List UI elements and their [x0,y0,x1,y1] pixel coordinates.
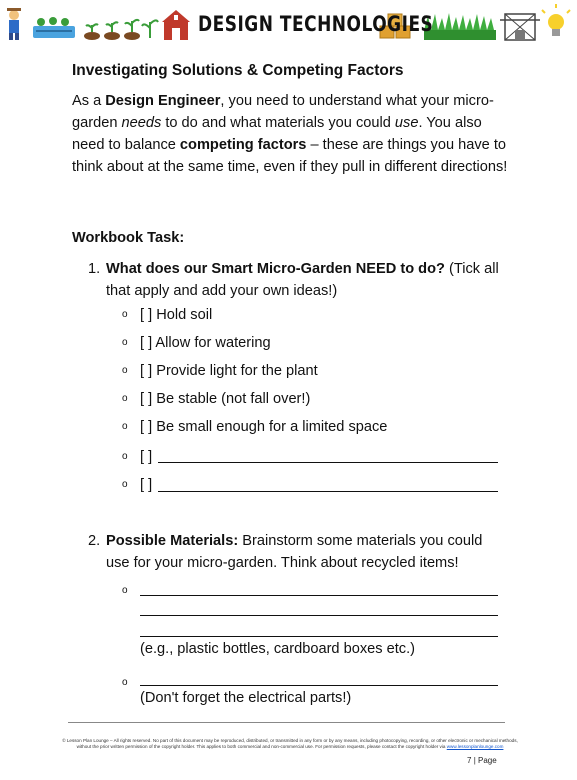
sprouts-icon [84,20,158,40]
question-1 [88,258,508,302]
bullet-icon: o [122,365,128,376]
intro-text-1: As a [72,93,106,109]
banner-title: DESIGN TECHNOLOGIES [198,12,434,37]
intro-text-3: to do and what materials you could [161,115,395,131]
checklist-item-label: [ ] [140,449,153,465]
copyright-text: © Lesson Plan Lounge – All rights reserved. No part of this document may be reproduced, distributed, or transmitted in any form or by any means, including photocopying, recording, or other electronic or mechanical methods, without the prior written permission of the copyright holder. This applies to both commercial and non-commercial use. For permission requests, please contact the copyright holder via [62,738,518,749]
answer-line[interactable] [140,636,498,637]
question-2-number: 2. [88,533,101,549]
workbook-task-title: Workbook Task: [72,230,185,246]
answer-line[interactable] [158,491,498,492]
farmer-icon [7,8,21,40]
checklist-item-label: [ ] Be stable (not fall over!) [140,391,311,407]
question-2-bold: Possible Materials: [106,533,239,549]
question-2-rest: Brainstorm some materials you could use for your micro-garden. Think about recycled items! [106,533,483,571]
intro-role: Design Engineer [105,93,221,109]
electrical-note [140,687,351,709]
power-tower-icon [500,14,540,40]
bullet-icon: o [122,585,128,596]
footer-divider [68,722,505,723]
answer-line[interactable] [140,615,498,616]
page-number-value: 7 [467,756,472,765]
checklist-item-label: [ ] Allow for watering [140,335,271,351]
page-heading: Investigating Solutions & Competing Factors [72,62,404,79]
question-2-text [106,530,508,574]
bullet-icon: o [122,337,128,348]
page-number [467,756,497,765]
grass-icon [424,13,496,40]
checklist-item-label: [ ] Be small enough for a limited space [140,419,388,435]
answer-line[interactable] [140,595,498,596]
copyright-notice [60,738,520,750]
intro-competing: competing factors [179,137,307,153]
checklist-item-label: [ ] Hold soil [140,307,213,323]
question-1-bold: What does our Smart Micro-Garden NEED to do? [106,261,445,277]
electrical-note-text: (Don't forget the electrical parts!) [140,690,352,706]
bullet-icon: o [122,421,128,432]
checklist-item-label: [ ] [140,477,153,493]
intro-needs: needs [121,115,162,131]
materials-example-text: (e.g., plastic bottles, cardboard boxes etc.) [140,641,415,657]
answer-line[interactable] [158,462,498,463]
bullet-icon: o [122,677,128,688]
page-number-label: | Page [473,756,497,765]
bullet-icon: o [122,393,128,404]
question-1-text [106,258,508,302]
bullet-icon: o [122,451,128,462]
footer-website-link[interactable]: www.lessonplanlounge.com [446,744,504,749]
answer-line[interactable] [140,685,498,686]
bullet-icon: o [122,479,128,490]
intro-text-2: , you need to understand what your micro-garden [72,93,494,131]
intro-text-5: – these are things you have to think about at the same time, even if they pull in different directions! [72,137,508,175]
intro-text-4: . You also need to balance [72,115,482,153]
intro-paragraph [72,90,512,178]
intro-use: use [394,115,419,131]
question-2 [88,530,508,574]
materials-example [140,638,415,660]
barn-icon [162,10,190,40]
question-1-number: 1. [88,261,101,277]
light-bulb-icon [542,4,570,36]
header-banner [0,0,577,48]
hydroponic-tray-icon [33,17,75,38]
bullet-icon: o [122,309,128,320]
question-1-rest: (Tick all that apply and add your own ideas!) [106,261,499,299]
checklist-item-label: [ ] Provide light for the plant [140,363,318,379]
